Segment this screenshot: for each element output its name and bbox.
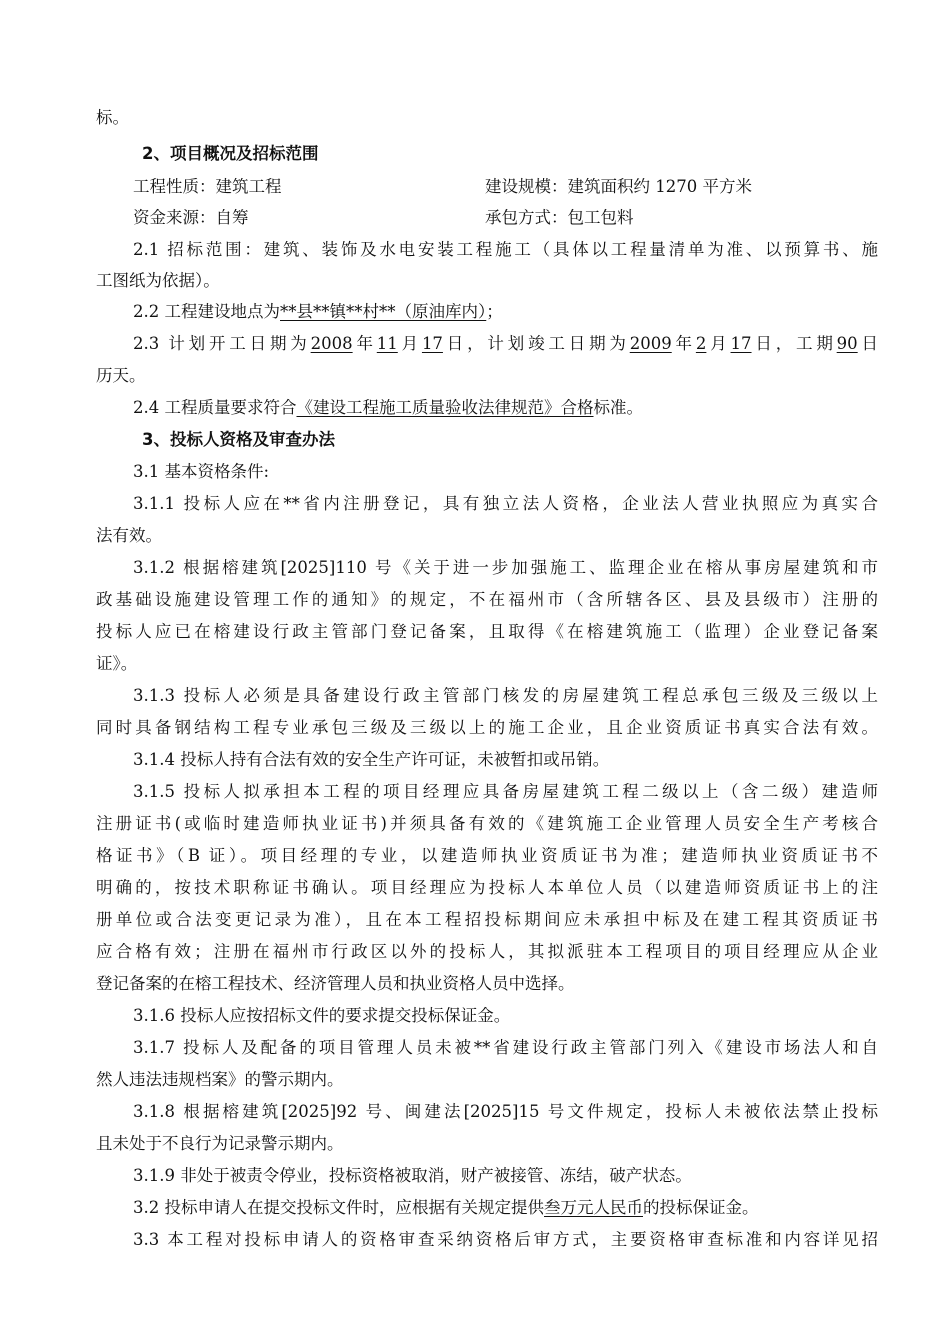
- schedule-text-g: 日，工期: [751, 334, 837, 353]
- paragraph-3-1-7-line-1: 3.1.7 投标人及配备的项目管理人员未被**省建设行政主管部门列入《建设市场法人和自: [133, 1038, 878, 1057]
- schedule-text-e: 年: [671, 334, 696, 353]
- paragraph-2-3-line-1: [133, 330, 878, 354]
- paragraph-3-1-6: 3.1.6 投标人应按招标文件的要求提交投标保证金。: [133, 1006, 511, 1025]
- project-scale-value: 建筑面积约 1270 平方米: [567, 177, 752, 196]
- paragraph-3-1-5-line-1: 3.1.5 投标人拟承担本工程的项目经理应具备房屋建筑工程二级以上（含二级）建造师: [133, 782, 878, 801]
- duration-days: 90: [836, 334, 858, 353]
- paragraph-2-3-line-2: 历天。: [96, 366, 146, 385]
- project-scale-row: [485, 173, 752, 197]
- paragraph-3-1-5-line-4: 明确的，按技术职称证书确认。项目经理应为投标人本单位人员（以建造师资质证书上的注: [96, 878, 878, 897]
- paragraph-3-1-4: 3.1.4 投标人持有合法有效的安全生产许可证，未被暂扣或吊销。: [133, 750, 610, 769]
- paragraph-2-4-end: 标准。: [593, 398, 643, 417]
- end-year: 2009: [629, 334, 672, 353]
- section-3-heading: 3、投标人资格及审查办法: [142, 430, 335, 449]
- paragraph-3-1-5-line-6: 应合格有效；注册在福州市行政区以外的投标人，其拟派驻本工程项目的项目经理应从企业: [96, 942, 878, 961]
- paragraph-3-1-5-line-2: 注册证书(或临时建造师执业证书)并须具备有效的《建筑施工企业管理人员安全生产考核合: [96, 814, 878, 833]
- start-year: 2008: [310, 334, 353, 353]
- schedule-text-h: 日: [857, 334, 878, 353]
- paragraph-2-2-text: 2.2 工程建设地点为: [133, 302, 280, 321]
- paragraph-2-2: [133, 298, 503, 322]
- funds-label: 资金来源：: [133, 208, 216, 227]
- project-nature-label: 工程性质：: [133, 177, 216, 196]
- paragraph-3-1: 3.1 基本资格条件:: [133, 462, 270, 481]
- paragraph-3-2-end: 的投标保证金。: [643, 1198, 759, 1217]
- paragraph-2-2-end: ；: [486, 302, 503, 321]
- bid-bond-amount: 叁万元人民币: [544, 1198, 643, 1217]
- contract-label: 承包方式：: [485, 208, 568, 227]
- schedule-text-f: 月: [706, 334, 731, 353]
- schedule-text-a: 2.3 计划开工日期为: [133, 334, 311, 353]
- paragraph-3-1-1-line-2: 法有效。: [96, 526, 162, 545]
- funds-value: 自筹: [215, 208, 249, 227]
- schedule-text-c: 月: [397, 334, 422, 353]
- paragraph-2-1-line-2: 工图纸为依据）。: [96, 271, 220, 290]
- paragraph-3-1-7-line-2: 然人违法违规档案》的警示期内。: [96, 1070, 344, 1089]
- project-nature-row: [133, 173, 282, 197]
- paragraph-3-1-3-line-2: 同时具备钢结构工程专业承包三级及三级以上的施工企业，且企业资质证书真实合法有效。: [96, 718, 878, 737]
- start-month: 11: [376, 334, 398, 353]
- contract-row: [485, 204, 634, 228]
- paragraph-2-1-line-1: 2.1 招标范围：建筑、装饰及水电安装工程施工（具体以工程量清单为准、以预算书、施: [133, 240, 878, 259]
- paragraph-3-1-5-line-5: 册单位或合法变更记录为准），且在本工程招投标期间应未承担中标及在建工程其资质证书: [96, 910, 878, 929]
- project-nature-value: 建筑工程: [215, 177, 282, 196]
- end-month: 2: [695, 334, 707, 353]
- paragraph-3-1-3-line-1: 3.1.3 投标人必须是具备建设行政主管部门核发的房屋建筑工程总承包三级及三级以上: [133, 686, 878, 705]
- paragraph-3-2: [133, 1194, 759, 1218]
- end-day: 17: [730, 334, 752, 353]
- schedule-text-b: 年: [352, 334, 377, 353]
- contract-value: 包工包料: [567, 208, 634, 227]
- paragraph-3-1-2-line-1: 3.1.2 根据榕建筑[2025]110 号《关于进一步加强施工、监理企业在榕从事房屋建筑和市: [133, 558, 878, 577]
- project-scale-label: 建设规模：: [485, 177, 568, 196]
- intro-tail: 标。: [96, 108, 129, 127]
- construction-location: **县**镇**村**（原油库内）: [280, 302, 487, 321]
- schedule-text-d: 日，计划竣工日期为: [442, 334, 630, 353]
- paragraph-3-1-5-line-7: 登记备案的在榕工程技术、经济管理人员和执业资格人员中选择。: [96, 974, 575, 993]
- paragraph-3-2-text: 3.2 投标申请人在提交投标文件时，应根据有关规定提供: [133, 1198, 544, 1217]
- paragraph-3-1-8-line-1: 3.1.8 根据榕建筑[2025]92 号、闽建法[2025]15 号文件规定，投标人未被依法禁止投标: [133, 1102, 878, 1121]
- paragraph-3-1-2-line-2: 政基础设施建设管理工作的通知》的规定，不在福州市（含所辖各区、县及县级市）注册的: [96, 590, 878, 609]
- paragraph-3-1-9: 3.1.9 非处于被责令停业，投标资格被取消，财产被接管、冻结，破产状态。: [133, 1166, 692, 1185]
- paragraph-3-1-1-line-1: 3.1.1 投标人应在**省内注册登记，具有独立法人资格，企业法人营业执照应为真实合: [133, 494, 878, 513]
- paragraph-2-4-text: 2.4 工程质量要求符合: [133, 398, 297, 417]
- funds-row: [133, 204, 249, 228]
- paragraph-3-1-2-line-3: 投标人应已在榕建设行政主管部门登记备案，且取得《在榕建筑施工（监理）企业登记备案: [96, 622, 878, 641]
- section-2-heading: 2、项目概况及招标范围: [142, 144, 319, 163]
- paragraph-3-1-2-line-4: 证》。: [96, 654, 138, 673]
- paragraph-2-4: [133, 394, 643, 418]
- paragraph-3-3-line-1: 3.3 本工程对投标申请人的资格审查采纳资格后审方式，主要资格审查标准和内容详见招: [133, 1230, 878, 1249]
- paragraph-3-1-5-line-3: 格证书》（B 证）。项目经理的专业，以建造师执业资质证书为准；建造师执业资质证书不: [96, 846, 878, 865]
- start-day: 17: [421, 334, 443, 353]
- paragraph-3-1-8-line-2: 且未处于不良行为记录警示期内。: [96, 1134, 344, 1153]
- quality-standard: 《建设工程施工质量验收法律规范》合格: [296, 398, 594, 417]
